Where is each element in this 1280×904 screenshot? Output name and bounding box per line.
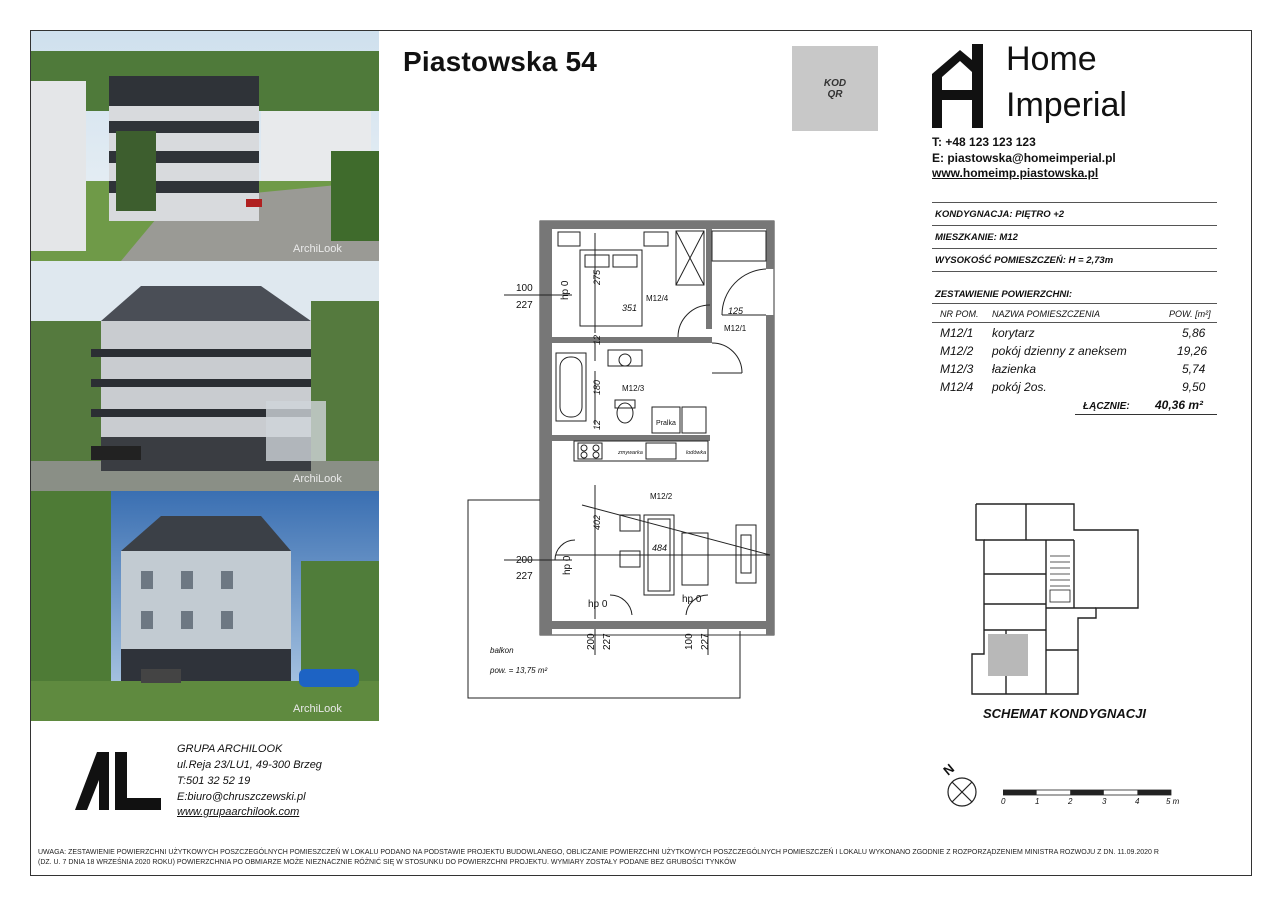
room-name: pokój 2os. [992,380,1047,394]
divider [932,322,1217,323]
apartment-floor-plan [460,215,790,705]
home-imperial-logo-icon [932,44,994,128]
scale-bar [1003,788,1173,798]
divider [1075,414,1217,415]
dimension-label: 351 [622,303,638,313]
scale-label: 4 [1135,797,1140,806]
table-header-nr: NR POM. [940,309,979,319]
threshold-label: hp 0 [562,555,573,575]
dimension-label: 227 [516,571,533,582]
dimension-label: 100 [684,633,695,650]
qr-label-2: QR [827,89,843,100]
room-height-label: WYSOKOŚĆ POMIESZCZEŃ: H = 2,73m [935,255,1114,266]
appliance-label: Pralka [656,420,676,427]
page-title: Piastowska 54 [403,46,598,77]
dimension-label: 100 [516,283,533,294]
architect-phone: T:501 32 52 19 [177,775,251,787]
divider [932,225,1217,226]
architect-address: ul.Reja 23/LU1, 49-300 Brzeg [177,759,322,771]
appliance-label: zmywarka [618,450,643,456]
room-nr: M12/1 [940,326,974,340]
brand-name-line2: Imperial [1006,86,1127,124]
room-area: 9,50 [1182,380,1206,394]
rendering-2 [31,261,379,491]
dimension-label: 12 [592,419,602,430]
dimension-label: 484 [652,543,668,553]
dimension-label: 12 [592,334,602,345]
room-nr: M12/4 [940,380,974,394]
scale-label: 1 [1035,797,1040,806]
table-header-area: POW. [m²] [1169,309,1211,319]
threshold-label: hp 0 [560,280,571,300]
divider [932,202,1217,203]
dimension-label: 227 [602,633,613,650]
qr-code-placeholder [792,46,878,131]
rendering-3 [31,491,379,721]
divider [932,248,1217,249]
scale-label: 3 [1102,797,1107,806]
threshold-label: hp 0 [682,594,702,605]
room-name: łazienka [992,362,1037,376]
architect-name: GRUPA ARCHILOOK [177,743,283,755]
room-area: 5,74 [1182,362,1206,376]
room-name: pokój dzienny z aneksem [992,344,1127,358]
scale-label: 5 m [1166,797,1180,806]
table-header-name: NAZWA POMIESZCZENIA [992,309,1101,319]
watermark: ArchiLook [293,473,342,485]
dimension-label: 200 [586,633,597,650]
room-label-m122: M12/2 [650,492,673,501]
rendering-1 [31,31,379,261]
dimension-label: 180 [592,379,602,395]
area-summary-heading: ZESTAWIENIE POWIERZCHNI: [935,289,1073,300]
total-value: 40,36 m² [1155,398,1204,412]
dimension-label: 227 [516,300,533,311]
archilook-logo-icon [75,752,161,810]
brand-name-line1: Home [1006,40,1097,78]
total-label: ŁĄCZNIE: [1083,401,1130,412]
contact-website-link[interactable]: www.homeimp.piastowska.pl [932,166,1099,180]
dimension-label: 125 [728,306,744,316]
disclaimer-line-2: (DZ. U. 7 DNIA 18 WRZEŚNIA 2020 ROKU) POWIERZCHNIA PO OBMIARZE MOŻE NIEZNACZNIE RÓŻNIĆ SIĘ W STOSUNKU DO POWIERZCHNI PROJEKTU. WYMIARY ZOSTAŁY PODANE BEZ GRUBOŚCI TYNKÓW [38,859,737,866]
dimension-label: 200 [516,555,533,566]
contact-email: E: piastowska@homeimperial.pl [932,151,1116,165]
scale-label: 0 [1001,797,1006,806]
room-area: 5,86 [1182,326,1206,340]
disclaimer-note [38,848,1248,868]
watermark: ArchiLook [293,703,342,715]
room-nr: M12/3 [940,362,974,376]
watermark: ArchiLook [293,243,342,255]
architect-email: E:biuro@chruszczewski.pl [177,791,306,803]
balcony-area: pow. = 13,75 m² [490,666,548,675]
room-area: 19,26 [1177,344,1208,358]
room-label-m124: M12/4 [646,294,669,303]
appliance-label: lodówka [686,450,707,456]
room-name: korytarz [992,326,1035,340]
floor-schematic [966,500,1142,700]
contact-phone: T: +48 123 123 123 [932,135,1036,149]
room-nr: M12/2 [940,344,974,358]
dimension-label: 227 [700,633,711,650]
divider [932,303,1217,304]
divider [932,271,1217,272]
threshold-label: hp 0 [588,599,608,610]
disclaimer-line-1: UWAGA: ZESTAWIENIE POWIERZCHNI UŻYTKOWYCH POSZCZEGÓLNYCH POMIESZCZEŃ W LOKALU PODANO NA PODSTAWIE PROJEKTU BUDOWLANEGO, OBLICZANIE POWIERZCHNI UŻYTKOWYCH POSZCZEGÓLNYCH POMIESZCZEŃ I LOKALU WYKONANO ZGODNIE Z ROZPORZĄDZENIEM MINISTRA ROZWOJU Z DN. 11.09.2020 R [38,849,1159,856]
compass-north-label: N [940,760,958,779]
schematic-title: SCHEMAT KONDYGNACJI [983,706,1146,721]
dimension-label: 275 [592,269,602,285]
room-label-m121: M12/1 [724,324,747,333]
dimension-label: 402 [592,514,602,530]
architect-website-link[interactable]: www.grupaarchilook.com [177,806,300,818]
balcony-label: balkon [490,646,514,655]
qr-label-1: KOD [823,78,847,89]
renderings-column [31,31,379,721]
unit-label: MIESZKANIE: M12 [935,232,1018,243]
room-label-m123: M12/3 [622,384,645,393]
floor-label: KONDYGNACJA: PIĘTRO +2 [935,209,1065,220]
scale-label: 2 [1068,797,1073,806]
